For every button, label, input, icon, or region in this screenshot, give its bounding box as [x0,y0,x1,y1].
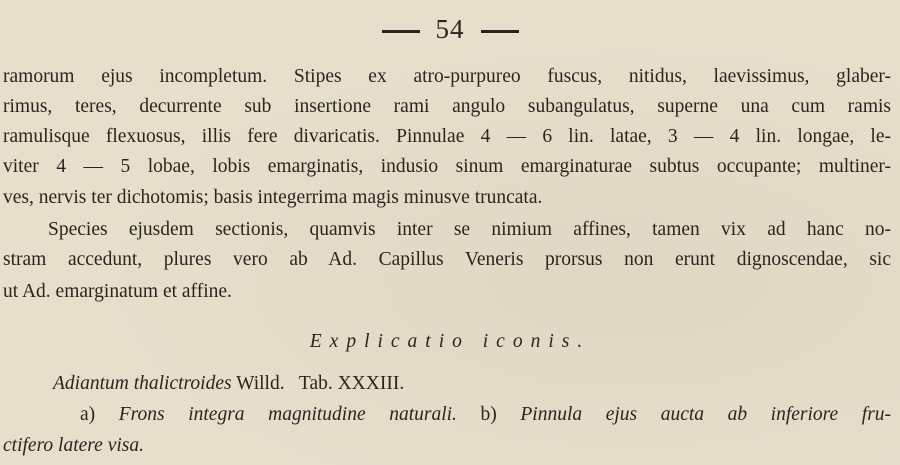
figure-a-label: a) [80,404,96,425]
plate-number: Tab. XXXIII. [298,373,405,394]
text-line: ramulisque flexuosus, illis fere divaricatis. Pinnulae 4 — 6 lin. latae, 3 — 4 lin. longae, le- [3,126,891,147]
figure-b-label: b) [480,404,497,425]
page-number: 54 [435,14,465,44]
plate-caption [53,372,404,396]
text-line: ut Ad. emarginatum et affine. [3,281,232,302]
figure-explanation-continued: ctifero latere visa. [3,435,144,456]
left-dash [382,30,420,33]
text-line: ramorum ejus incompletum. Stipes ex atro-purpureo fuscus, nitidus, laevissimus, glaber- [3,66,891,87]
figure-explanation [80,403,891,427]
figure-a-text: Frons integra magnitudine naturali. [118,404,457,425]
text-line: rimus, teres, decurrente sub insertione rami angulo subangulatus, superne una cum ramis [3,96,891,117]
explicatio-heading: Explicatio iconis. [309,331,591,352]
species-name: Adiantum thalictroides [53,373,232,394]
text-line: viter 4 — 5 lobae, lobis emarginatis, indusio sinum emarginaturae subtus occupante; multiner- [3,156,891,177]
right-dash [481,30,519,33]
text-line: ves, nervis ter dichotomis; basis integerrima magis minusve truncata. [3,187,543,208]
text-line: stram accedunt, plures vero ab Ad. Capillus Veneris prorsus non erunt dignoscendae, sic [3,249,891,270]
species-author: Willd. [236,373,285,394]
text-line: Species ejusdem sectionis, quamvis inter se nimium affines, tamen vix ad hanc no- [48,219,891,240]
page-header [0,14,900,45]
figure-b-text: Pinnula ejus aucta ab inferiore fru- [520,404,892,425]
